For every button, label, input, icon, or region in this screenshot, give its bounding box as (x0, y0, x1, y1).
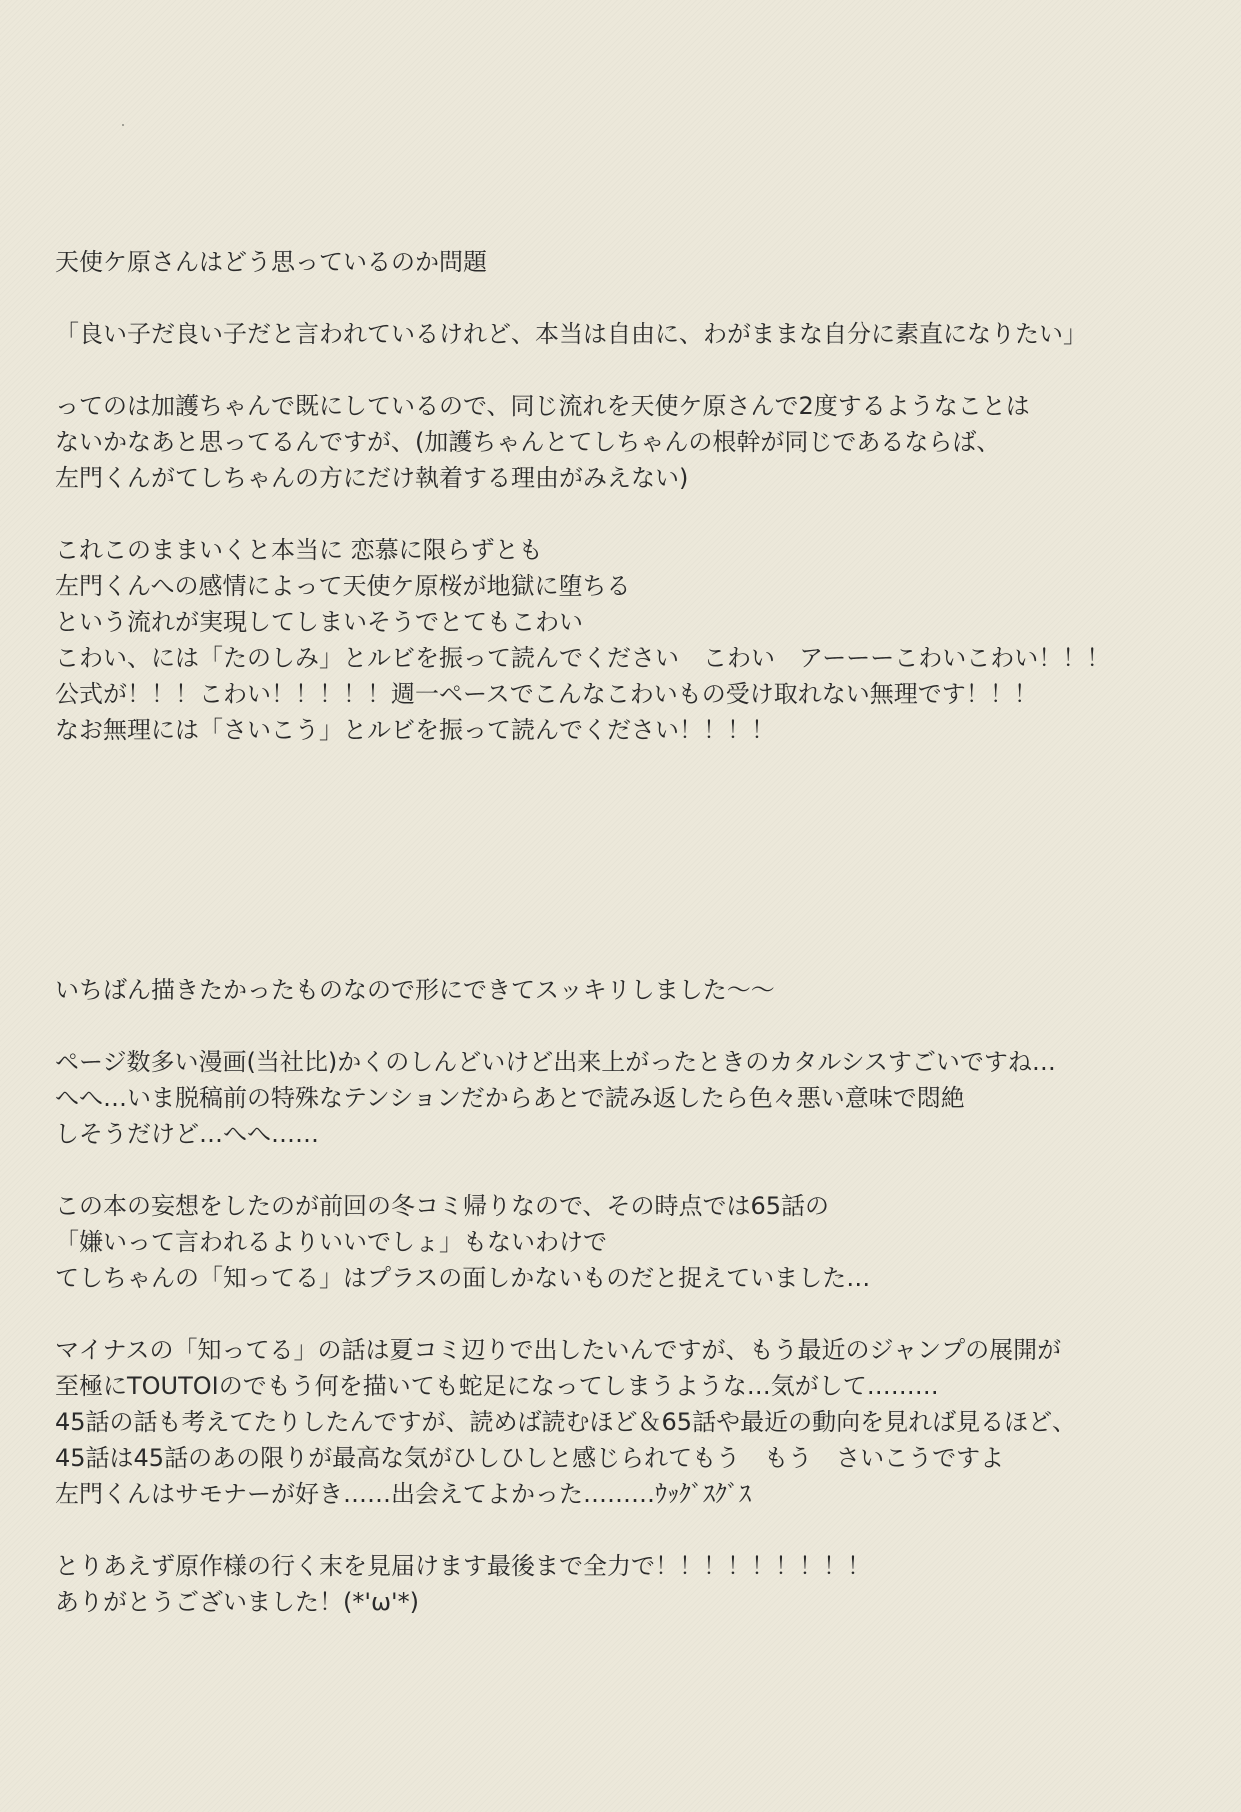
text-line: しそうだけど…へへ…… (55, 1120, 319, 1148)
text-line: 45話は45話のあの限りが最高な気がひしひしと感じられてもう もう さいこうですよ (55, 1444, 1005, 1472)
text-line: この本の妄想をしたのが前回の冬コミ帰りなので、その時点では65話の (55, 1192, 830, 1220)
blank-line (55, 496, 1195, 532)
text-line: 左門くんはサモナーが好き……出会えてよかった………ｳｯｸﾞｽｸﾞｽ (55, 1480, 751, 1508)
blank-line (55, 280, 1195, 316)
text-line: 左門くんがてしちゃんの方にだけ執着する理由がみえない) (55, 464, 689, 492)
blank-line (55, 1512, 1195, 1548)
text-line: という流れが実現してしまいそうでとてもこわい (55, 608, 583, 636)
text-line: てしちゃんの「知ってる」はプラスの面しかないものだと捉えていました… (55, 1264, 871, 1292)
blank-line (55, 1008, 1195, 1044)
text-line: なお無理には「さいこう」とルビを振って読んでください！！！！ (55, 716, 775, 744)
text-line: ないかなあと思ってるんですが、(加護ちゃんとてしちゃんの根幹が同じであるならば、 (55, 428, 1001, 456)
text-line: ありがとうございました！(*'ω'*) (55, 1588, 420, 1616)
paper-speck (122, 124, 124, 126)
text-line: 「嫌いって言われるよりいいでしょ」もないわけで (55, 1228, 607, 1256)
text-line: とりあえず原作様の行く末を見届けます最後まで全力で！！！！！！！！！ (55, 1552, 871, 1580)
text-line: ってのは加護ちゃんで既にしているので、同じ流れを天使ケ原さんで2度するようなことは (55, 392, 1030, 420)
text-line: これこのままいくと本当に 恋慕に限らずとも (55, 536, 543, 564)
text-line: 至極にTOUTOIのでもう何を描いても蛇足になってしまうような…気がして……… (55, 1372, 939, 1400)
text-line: へへ…いま脱稿前の特殊なテンションだからあとで読み返したら色々悪い意味で悶絶 (55, 1084, 965, 1112)
text-line: 45話の話も考えてたりしたんですが、読めば読むほど＆65話や最近の動向を見れば見るほど、 (55, 1408, 1077, 1436)
blank-line (55, 1152, 1195, 1188)
text-line: いちばん描きたかったものなので形にできてスッキリしました〜〜 (55, 976, 775, 1004)
text-line: 左門くんへの感情によって天使ケ原桜が地獄に堕ちる (55, 572, 631, 600)
blank-line (55, 1296, 1195, 1332)
afterword-section-2 (55, 972, 1195, 1620)
text-line: ページ数多い漫画(当社比)かくのしんどいけど出来上がったときのカタルシスすごいですね… (55, 1048, 1056, 1076)
text-line: 公式が！！！こわい！！！！！週一ペースでこんなこわいもの受け取れない無理です！！！ (55, 680, 1038, 708)
text-line: 「良い子だ良い子だと言われているけれど、本当は自由に、わがままな自分に素直になりたい」 (55, 320, 1087, 348)
text-line: マイナスの「知ってる」の話は夏コミ辺りで出したいんですが、もう最近のジャンプの展開が (55, 1336, 1062, 1364)
afterword-section-1 (55, 244, 1195, 748)
blank-line (55, 352, 1195, 388)
text-line: 天使ケ原さんはどう思っているのか問題 (55, 248, 487, 276)
text-line: こわい、には「たのしみ」とルビを振って読んでください こわい アーーーこわいこわい！！！ (55, 644, 1111, 672)
